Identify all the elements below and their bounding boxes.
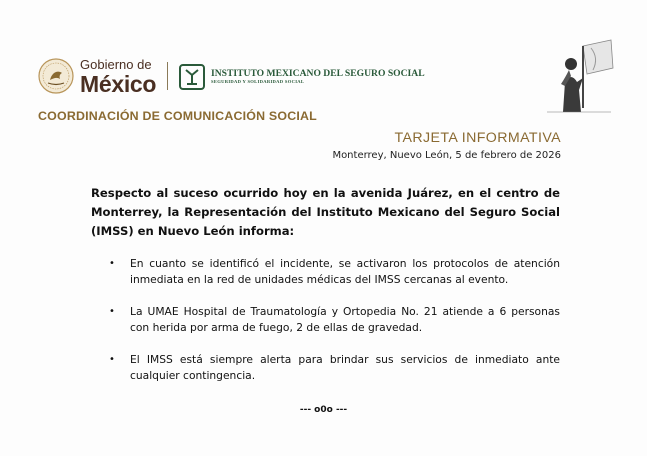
list-item-text: El IMSS está siempre alerta para brindar sus servicios de inmediato ante cualquier contingencia. bbox=[130, 353, 560, 382]
document-type-title: TARJETA INFORMATIVA bbox=[394, 130, 561, 146]
letterhead bbox=[0, 0, 647, 130]
bullet-list bbox=[91, 256, 560, 400]
mexico-coat-of-arms-icon bbox=[38, 58, 74, 94]
list-item bbox=[91, 304, 560, 336]
list-item bbox=[91, 256, 560, 288]
gobierno-line1: Gobierno de bbox=[80, 57, 152, 72]
closing-mark: --- o0o --- bbox=[299, 405, 348, 415]
gobierno-de-mexico-logo bbox=[80, 58, 156, 96]
coordinacion-heading: COORDINACIÓN DE COMUNICACIÓN SOCIAL bbox=[38, 109, 317, 123]
imss-name: INSTITUTO MEXICANO DEL SEGURO SOCIAL bbox=[211, 68, 425, 79]
woman-with-flag-emblem-icon bbox=[543, 38, 615, 114]
imss-logo-icon bbox=[179, 64, 205, 90]
list-item-text: En cuanto se identificó el incidente, se activaron los protocolos de atención inmediata en la red de unidades médicas del IMSS cercanas al evento. bbox=[130, 257, 560, 286]
bullet-icon: • bbox=[109, 306, 115, 317]
bullet-icon: • bbox=[109, 354, 115, 365]
bullet-icon: • bbox=[109, 258, 115, 269]
place-date: Monterrey, Nuevo León, 5 de febrero de 2026 bbox=[332, 150, 561, 161]
imss-tagline: SEGURIDAD Y SOLIDARIDAD SOCIAL bbox=[211, 79, 305, 84]
imss-logo-text bbox=[211, 69, 425, 85]
intro-paragraph: Respecto al suceso ocurrido hoy en la avenida Juárez, en el centro de Monterrey, la Representación del Instituto Mexicano del Seguro Social (IMSS) en Nuevo León informa: bbox=[91, 186, 560, 238]
logo-divider bbox=[167, 62, 168, 90]
list-item-text: La UMAE Hospital de Traumatología y Ortopedia No. 21 atiende a 6 personas con herida por arma de fuego, 2 de ellas de gravedad. bbox=[130, 305, 560, 334]
list-item bbox=[91, 352, 560, 384]
gobierno-line2: México bbox=[80, 71, 157, 97]
